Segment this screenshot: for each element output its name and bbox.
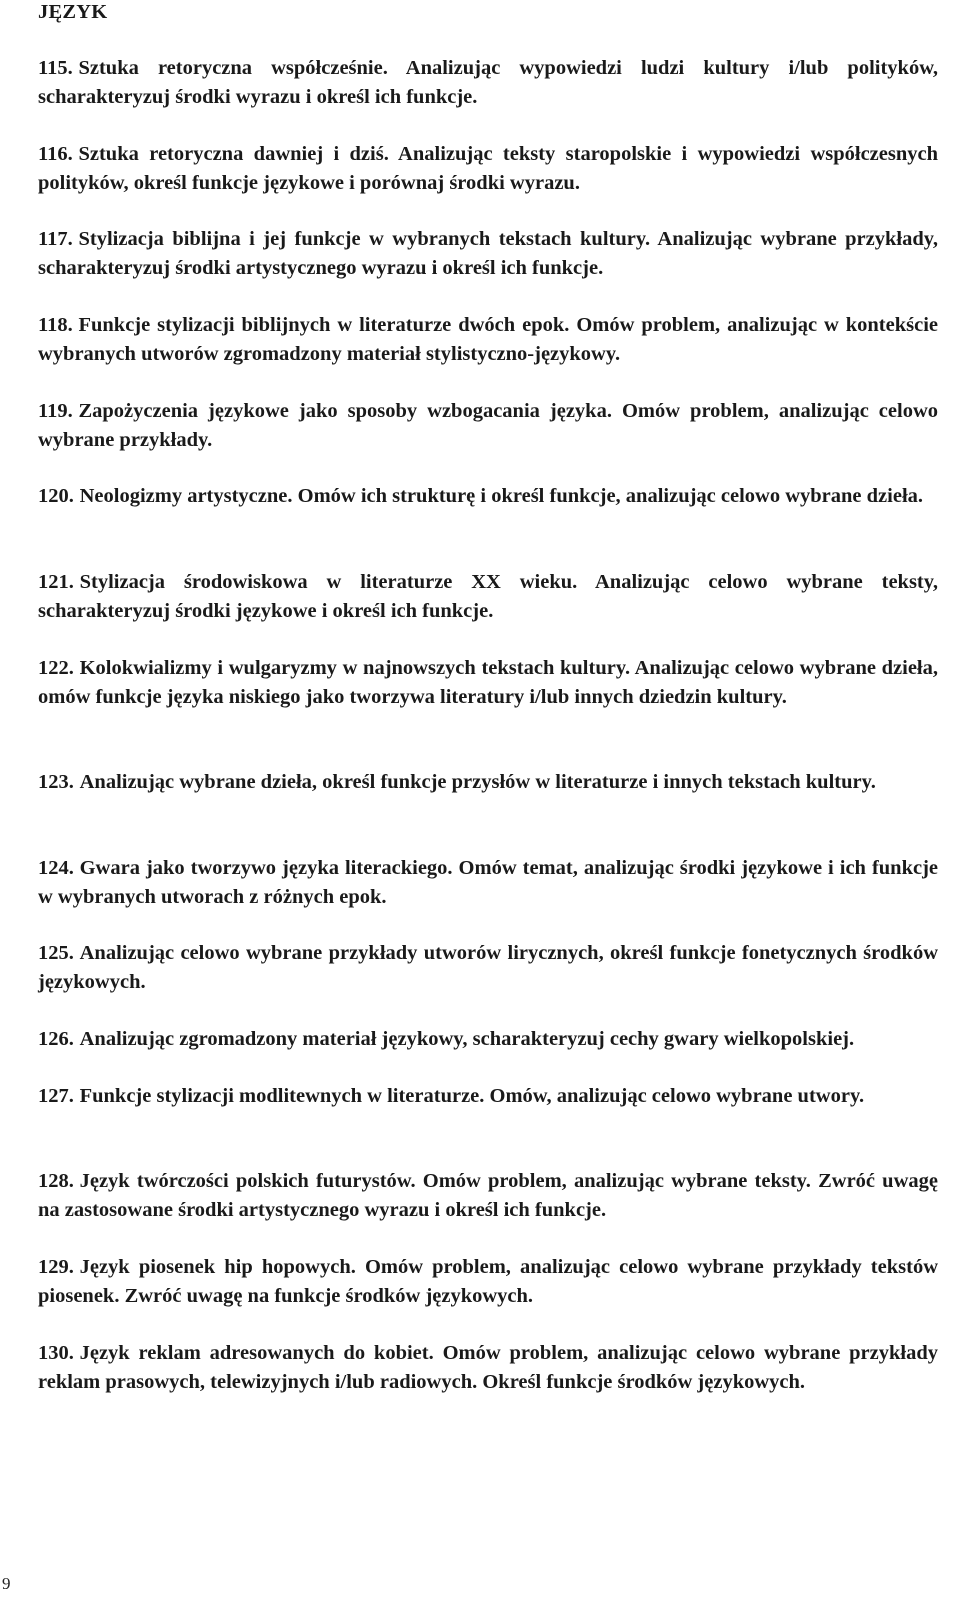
topic-text: Zapożyczenia językowe jako sposoby wzbogacania języka. Omów problem, analizując celowo wybrane przykłady. bbox=[38, 400, 938, 451]
topic-text: Sztuka retoryczna dawniej i dziś. Analizując teksty staropolskie i wypowiedzi współczesnych polityków, określ funkcje językowe i porównaj środki wyrazu. bbox=[38, 143, 938, 194]
topic-text: Kolokwializmy i wulgaryzmy w najnowszych tekstach kultury. Analizując celowo wybrane dzieła, omów funkcje języka niskiego jako tworzywa literatury i/lub innych dziedzin kultury. bbox=[38, 657, 938, 708]
topic-text: Stylizacja środowiskowa w literaturze XX wieku. Analizując celowo wybrane teksty, scharakteryzuj środki językowe i określ ich funkcje. bbox=[38, 571, 938, 622]
topic-text: Neologizmy artystyczne. Omów ich strukturę i określ funkcje, analizując celowo wybrane dzieła. bbox=[79, 485, 924, 507]
topic-text: Sztuka retoryczna współcześnie. Analizując wypowiedzi ludzi kultury i/lub polityków, scharakteryzuj środki wyrazu i określ ich funkcje. bbox=[38, 57, 938, 108]
topic-text: Stylizacja biblijna i jej funkcje w wybranych tekstach kultury. Analizując wybrane przykłady, scharakteryzuj środki artystycznego wyrazu i określ ich funkcje. bbox=[38, 228, 938, 279]
topic-number: 129. bbox=[38, 1256, 74, 1278]
topic-number: 128. bbox=[38, 1170, 74, 1192]
topic-number: 117. bbox=[38, 228, 73, 250]
topic-text: Język reklam adresowanych do kobiet. Omów problem, analizując celowo wybrane przykłady reklam prasowych, telewizyjnych i/lub radiowych. Określ funkcje środków językowych. bbox=[38, 1342, 938, 1393]
topic-item-115 bbox=[38, 54, 938, 112]
topic-item-128 bbox=[38, 1167, 938, 1225]
page-number: 9 bbox=[2, 1574, 11, 1593]
topic-item-122 bbox=[38, 654, 938, 712]
topic-item-116 bbox=[38, 140, 938, 198]
topic-number: 118. bbox=[38, 314, 73, 336]
section-heading: JĘZYK bbox=[38, 1, 108, 23]
topic-item-123 bbox=[38, 768, 938, 797]
topic-number: 122. bbox=[38, 657, 74, 679]
topic-text: Analizując wybrane dzieła, określ funkcje przysłów w literaturze i innych tekstach kultury. bbox=[79, 771, 876, 793]
topic-item-119 bbox=[38, 397, 938, 455]
topic-item-126 bbox=[38, 1025, 938, 1054]
topic-number: 121. bbox=[38, 571, 74, 593]
topic-item-118 bbox=[38, 311, 938, 369]
topic-item-129 bbox=[38, 1253, 938, 1311]
topic-number: 130. bbox=[38, 1342, 74, 1364]
topic-number: 127. bbox=[38, 1085, 74, 1107]
topic-item-117 bbox=[38, 225, 938, 283]
topic-text: Język twórczości polskich futurystów. Omów problem, analizując wybrane teksty. Zwróć uwagę na zastosowane środki artystycznego wyrazu i określ ich funkcje. bbox=[38, 1170, 938, 1221]
topic-item-120 bbox=[38, 482, 938, 511]
topic-number: 123. bbox=[38, 771, 74, 793]
topic-text: Analizując zgromadzony materiał językowy, scharakteryzuj cechy gwary wielkopolskiej. bbox=[79, 1028, 855, 1050]
topic-number: 125. bbox=[38, 942, 74, 964]
topic-text: Analizując celowo wybrane przykłady utworów lirycznych, określ funkcje fonetycznych środków językowych. bbox=[38, 942, 938, 993]
topic-item-125 bbox=[38, 939, 938, 997]
topic-text: Język piosenek hip hopowych. Omów problem, analizując celowo wybrane przykłady tekstów piosenek. Zwróć uwagę na funkcje środków językowych. bbox=[38, 1256, 938, 1307]
topic-item-124 bbox=[38, 854, 938, 912]
topic-number: 124. bbox=[38, 857, 74, 879]
topic-text: Gwara jako tworzywo języka literackiego. Omów temat, analizując środki językowe i ich funkcje w wybranych utworach z różnych epok. bbox=[38, 857, 938, 908]
topic-item-130 bbox=[38, 1339, 938, 1397]
topic-number: 119. bbox=[38, 400, 73, 422]
topic-text: Funkcje stylizacji biblijnych w literaturze dwóch epok. Omów problem, analizując w kontekście wybranych utworów zgromadzony materiał stylistyczno-językowy. bbox=[38, 314, 938, 365]
topic-number: 115. bbox=[38, 57, 73, 79]
topic-number: 126. bbox=[38, 1028, 74, 1050]
topic-number: 120. bbox=[38, 485, 74, 507]
topic-item-127 bbox=[38, 1082, 938, 1111]
topic-text: Funkcje stylizacji modlitewnych w literaturze. Omów, analizując celowo wybrane utwory. bbox=[79, 1085, 865, 1107]
topic-number: 116. bbox=[38, 143, 73, 165]
topic-item-121 bbox=[38, 568, 938, 626]
